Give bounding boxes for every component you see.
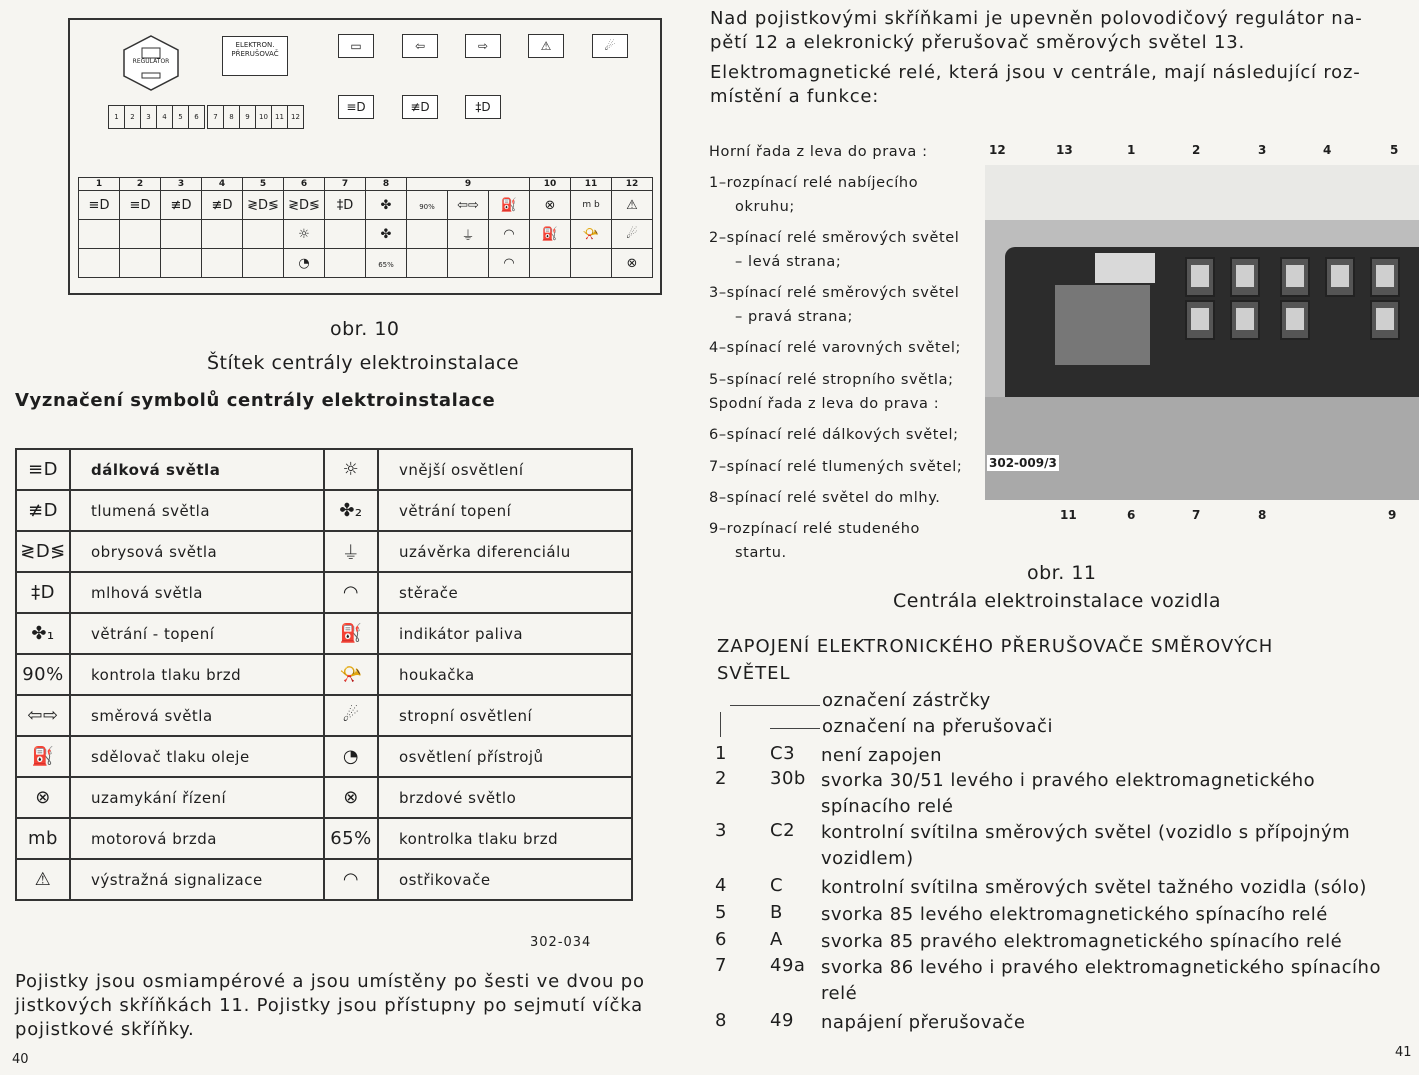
photo-num-4: 4: [1323, 143, 1332, 157]
legend-right-label: ostřikovače: [378, 859, 632, 900]
legend-right-label: kontrolka tlaku brzd: [378, 818, 632, 859]
legend-ref: 302-034: [530, 935, 592, 950]
legend-left-icon: ‡D: [16, 572, 70, 613]
fuse-strip-right: [207, 105, 304, 129]
relay-list-item: Spodní řada z leva do prava :: [709, 396, 940, 412]
relay-list-item: okruhu;: [735, 199, 795, 215]
fuse-4: 4: [157, 106, 173, 128]
fuse-9: 9: [240, 106, 256, 128]
ceiling-light-icon: ☄: [592, 34, 628, 58]
fuse-8: 8: [224, 106, 240, 128]
pin-number: 5: [715, 902, 727, 923]
legend-row: [16, 654, 632, 695]
photo-num-8: 8: [1258, 508, 1267, 522]
fuse-boxes: [1055, 285, 1150, 365]
fig11-title: Centrála elektroinstalace vozidla: [893, 590, 1222, 612]
legend-left-label: dálková světla: [70, 449, 324, 490]
photo-num-7: 7: [1192, 508, 1201, 522]
fuse-6: 6: [194, 113, 199, 121]
photo-num-11: 11: [1060, 508, 1077, 522]
photo-num-5: 5: [1390, 143, 1399, 157]
turn-signal-icon: ⇦⇨: [448, 191, 489, 220]
intro-line: Elektromagnetické relé, která jsou v centrále, mají následující roz-: [710, 62, 1361, 83]
legend-left-icon: ≡D: [16, 449, 70, 490]
legend-row: [16, 490, 632, 531]
brake-light-icon: ⊗: [612, 249, 653, 278]
pin-description: není zapojen: [821, 745, 943, 766]
oil-pressure-icon: ⛽: [489, 191, 530, 220]
steering-lock-icon: ⊗: [530, 191, 571, 220]
photo-num-13: 13: [1056, 143, 1073, 157]
photo-bottom-area: [985, 397, 1419, 500]
relay-9: [1370, 300, 1400, 340]
differential-lock-icon: ⏚: [448, 220, 489, 249]
pin-number: 3: [715, 820, 727, 841]
legend-right-label: stěrače: [378, 572, 632, 613]
grid-col-5: 5: [243, 178, 284, 191]
fuse-paragraph-line: jistkových skříňkách 11. Pojistky jsou přístupny po sejmutí víčka: [15, 995, 643, 1016]
relay-list-item: – levá strana;: [735, 254, 842, 270]
legend-left-label: obrysová světla: [70, 531, 324, 572]
horn-icon: 📯: [571, 220, 612, 249]
pin-number: 6: [715, 929, 727, 950]
breaker-legend: označení na přerušovači: [822, 716, 1053, 737]
legend-row: [16, 531, 632, 572]
relay-7: [1230, 300, 1260, 340]
grid-col-8: 8: [366, 178, 407, 191]
grid-col-7: 7: [325, 178, 366, 191]
relay-list-item: 5–spínací relé stropního světla;: [709, 372, 954, 388]
high-beam-icon: ≡D: [79, 191, 120, 220]
low-beam-icon: ≢D: [402, 95, 438, 119]
legend-right-label: osvětlení přístrojů: [378, 736, 632, 777]
legend-left-label: větrání - topení: [70, 613, 324, 654]
relay-3: [1280, 257, 1310, 297]
pin-number: 2: [715, 768, 727, 789]
left-arrow-icon: ⇦: [402, 34, 438, 58]
relay-4: [1325, 257, 1355, 297]
relay-list-item: Horní řada z leva do prava :: [709, 144, 928, 160]
fuse-11: 11: [272, 106, 288, 128]
pin-code: 30b: [770, 768, 806, 789]
grid-col-2: 2: [120, 178, 161, 191]
legend-line-1: [730, 705, 820, 706]
relay-1: [1185, 257, 1215, 297]
legend-right-label: houkačka: [378, 654, 632, 695]
fuse-1: 1: [109, 106, 125, 128]
fuse-3: 3: [141, 106, 157, 128]
brake-pressure-icon: [407, 191, 448, 220]
legend-right-label: stropní osvětlení: [378, 695, 632, 736]
grid-col-1: 1: [79, 178, 120, 191]
photo-num-9: 9: [1388, 508, 1397, 522]
pin-code: 49a: [770, 955, 806, 976]
section-heading-line-1: ZAPOJENÍ ELEKTRONICKÉHO PŘERUŠOVAČE SMĚROVÝCH: [717, 636, 1274, 657]
pin-code: C2: [770, 820, 796, 841]
legend-right-icon: ☄: [324, 695, 378, 736]
fan-2-icon: ✤: [366, 220, 407, 249]
legend-right-icon: ⏚: [324, 531, 378, 572]
fuse-paragraph-line: Pojistky jsou osmiampérové a jsou umístěny po šesti ve dvou po: [15, 971, 645, 992]
fuse-2: 2: [125, 106, 141, 128]
legend-row: [16, 736, 632, 777]
legend-line-2: [770, 728, 820, 729]
high-beam-icon: ≡D: [120, 191, 161, 220]
legend-right-icon: ⛽: [324, 613, 378, 654]
relay-list-item: 7–spínací relé tlumených světel;: [709, 459, 963, 475]
pin-description: svorka 86 levého i pravého elektromagnetického spínacího relé: [821, 957, 1381, 1004]
grid-col-6: 6: [284, 178, 325, 191]
pin-code: B: [770, 902, 783, 923]
legend-right-icon: 65%: [324, 818, 378, 859]
legend-left-label: výstražná signalizace: [70, 859, 324, 900]
pin-description: kontrolní svítilna směrových světel tažného vozidla (sólo): [821, 877, 1367, 898]
legend-right-icon: 📯: [324, 654, 378, 695]
grid-col-4: 4: [202, 178, 243, 191]
legend-left-icon: ⚠: [16, 859, 70, 900]
photo-top-area: [985, 165, 1419, 220]
page-number-right: 41: [1395, 1045, 1412, 1060]
low-beam-icon: ≢D: [202, 191, 243, 220]
brake-pressure-label: 90%: [419, 202, 435, 211]
legend-left-label: uzamykání řízení: [70, 777, 324, 818]
legend-right-label: indikátor paliva: [378, 613, 632, 654]
legend-row: [16, 777, 632, 818]
legend-left-icon: mb: [16, 818, 70, 859]
grid-col-3: 3: [161, 178, 202, 191]
legend-right-icon: ✤₂: [324, 490, 378, 531]
low-beam-icon: ≢D: [161, 191, 202, 220]
ceiling-light-icon: ☄: [612, 220, 653, 249]
photo-code: 302-009/3: [989, 456, 1057, 470]
legend-row: [16, 859, 632, 900]
legend-heading: Vyznačení symbolů centrály elektroinstalace: [15, 390, 496, 411]
relay-5: [1370, 257, 1400, 297]
elektron-label: ELEKTRON. PŘERUŠOVAČ: [222, 36, 288, 76]
grid-col-11: 11: [571, 178, 612, 191]
fuse-symbol-grid: [78, 177, 653, 278]
grid-col-12: 12: [612, 178, 653, 191]
legend-left-icon: ≢D: [16, 490, 70, 531]
pin-description: kontrolní svítilna směrových světel (vozidlo s přípojným vozidlem): [821, 822, 1351, 869]
legend-right-icon: ◠: [324, 859, 378, 900]
fuse-paragraph-line: pojistkové skříňky.: [15, 1019, 195, 1040]
fan-icon: ✤: [366, 191, 407, 220]
pin-description: svorka 30/51 levého i pravého elektromagnetického spínacího relé: [821, 770, 1316, 817]
fig10-caption: obr. 10: [330, 318, 400, 340]
relay-list-item: startu.: [735, 545, 787, 561]
legend-left-icon: ≷D≶: [16, 531, 70, 572]
relay-list-item: 9–rozpínací relé studeného: [709, 521, 920, 537]
intro-line: místění a funkce:: [710, 86, 880, 107]
connector-legend: označení zástrčky: [822, 690, 991, 711]
fuse-12: 12: [291, 113, 300, 121]
right-arrow-icon: ⇨: [465, 34, 501, 58]
warning-triangle-icon: ⚠: [612, 191, 653, 220]
fuse-strip-left: [108, 105, 205, 129]
fog-light-icon: ‡D: [465, 95, 501, 119]
pin-code: 49: [770, 1010, 794, 1031]
fuse-7: 7: [208, 106, 224, 128]
section-heading-line-2: SVĚTEL: [717, 663, 791, 684]
pin-code: C: [770, 875, 784, 896]
fog-light-icon: ‡D: [325, 191, 366, 220]
photo-num-12: 12: [989, 143, 1006, 157]
fuse-5: 5: [173, 106, 189, 128]
legend-left-label: směrová světla: [70, 695, 324, 736]
relay-8: [1280, 300, 1310, 340]
pin-number: 8: [715, 1010, 727, 1031]
relay-6: [1185, 300, 1215, 340]
legend-right-label: uzávěrka diferenciálu: [378, 531, 632, 572]
pin-description: svorka 85 levého elektromagnetického spínacího relé: [821, 904, 1328, 925]
high-beam-icon: ≡D: [338, 95, 374, 119]
photo-num-3: 3: [1258, 143, 1267, 157]
brake-pressure-icon: [366, 249, 407, 278]
parking-light-icon: ≷D≶: [243, 191, 284, 220]
battery-icon: ▭: [338, 34, 374, 58]
legend-right-icon: ☼: [324, 449, 378, 490]
legend-row: [16, 695, 632, 736]
instrument-light-icon: ◔: [284, 249, 325, 278]
fig11-caption: obr. 11: [1027, 562, 1097, 584]
grid-col-10: 10: [530, 178, 571, 191]
relay-list-item: 1–rozpínací relé nabíjecího: [709, 175, 919, 191]
legend-left-icon: ⊗: [16, 777, 70, 818]
exterior-light-icon: ☼: [284, 220, 325, 249]
pin-number: 4: [715, 875, 727, 896]
symbol-legend-table: [15, 448, 633, 901]
intro-line: pětí 12 a elekronický přerušovač směrových světel 13.: [710, 32, 1246, 53]
relay-2: [1230, 257, 1260, 297]
section-heading: [717, 636, 1273, 684]
fig10-title: Štítek centrály elektroinstalace: [207, 352, 520, 374]
pin-description: svorka 85 pravého elektromagnetického spínacího relé: [821, 931, 1343, 952]
fuse-box-label-figure: [68, 18, 662, 295]
engine-brake-label: m b: [571, 191, 612, 220]
legend-left-label: sdělovač tlaku oleje: [70, 736, 324, 777]
legend-left-label: kontrola tlaku brzd: [70, 654, 324, 695]
legend-row: [16, 613, 632, 654]
relay-list-item: – pravá strana;: [735, 309, 854, 325]
legend-row: [16, 818, 632, 859]
legend-right-icon: ◔: [324, 736, 378, 777]
intro-paragraph: [710, 7, 1410, 109]
pin-number: 7: [715, 955, 727, 976]
legend-row: [16, 449, 632, 490]
legend-row: [16, 572, 632, 613]
pin-code: C3: [770, 743, 796, 764]
legend-left-icon: ⛽: [16, 736, 70, 777]
legend-left-label: mlhová světla: [70, 572, 324, 613]
wiper-icon: ◠: [489, 220, 530, 249]
legend-left-label: tlumená světla: [70, 490, 324, 531]
pin-number: 1: [715, 743, 727, 764]
brake-pressure-label: 65%: [378, 260, 394, 269]
legend-left-label: motorová brzda: [70, 818, 324, 859]
intro-line: Nad pojistkovými skříňkami je upevněn polovodičový regulátor na-: [710, 8, 1363, 29]
relay-list-item: 8–spínací relé světel do mlhy.: [709, 490, 941, 506]
central-unit-photo: [985, 165, 1419, 500]
parking-light-icon: ≷D≶: [284, 191, 325, 220]
legend-right-icon: ⊗: [324, 777, 378, 818]
legend-right-label: brzdové světlo: [378, 777, 632, 818]
fuse-10: 10: [256, 106, 272, 128]
relay-list-item: 6–spínací relé dálkových světel;: [709, 427, 959, 443]
fuse-paragraph: [15, 970, 705, 1042]
warning-triangle-icon: ⚠: [528, 34, 564, 58]
pin-code: A: [770, 929, 783, 950]
legend-right-icon: ◠: [324, 572, 378, 613]
legend-left-icon: ✤₁: [16, 613, 70, 654]
legend-left-icon: 90%: [16, 654, 70, 695]
regulator-block: [1095, 253, 1155, 283]
grid-col-9: 9: [407, 178, 530, 191]
relay-list-item: 4–spínací relé varovných světel;: [709, 340, 961, 356]
washer-icon: ◠: [489, 249, 530, 278]
pin-description: napájení přerušovače: [821, 1012, 1026, 1033]
page-number-left: 40: [12, 1052, 29, 1067]
legend-right-label: větrání topení: [378, 490, 632, 531]
photo-num-6: 6: [1127, 508, 1136, 522]
fuel-icon: ⛽: [530, 220, 571, 249]
legend-vertical: [720, 712, 721, 737]
regulator-label: REGULATOR: [132, 58, 170, 65]
photo-num-2: 2: [1192, 143, 1201, 157]
relay-list-item: 2–spínací relé směrových světel: [709, 230, 960, 246]
legend-left-icon: ⇦⇨: [16, 695, 70, 736]
photo-num-1: 1: [1127, 143, 1136, 157]
legend-right-label: vnější osvětlení: [378, 449, 632, 490]
relay-list-item: 3–spínací relé směrových světel: [709, 285, 960, 301]
